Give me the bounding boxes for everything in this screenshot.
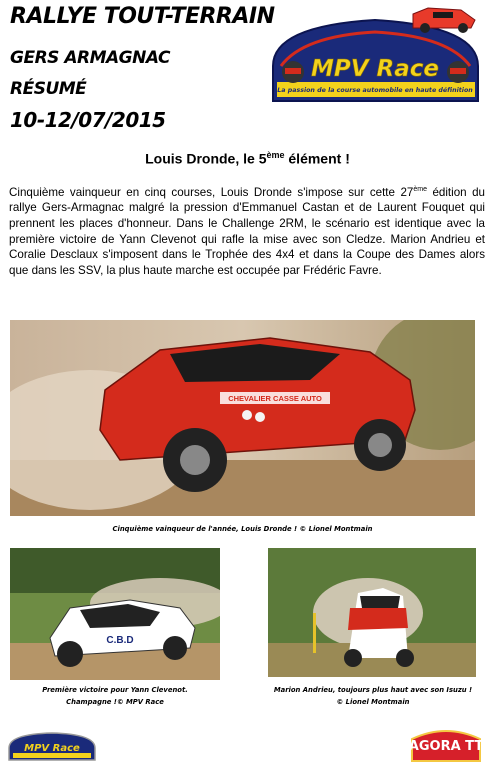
right-photo	[268, 548, 476, 677]
main-car-sticker: CHEVALIER CASSE AUTO	[228, 394, 322, 403]
left-caption-line-2: Champagne !© MPV Race	[66, 698, 164, 706]
main-photo	[10, 320, 475, 516]
title-resume: RÉSUMÉ	[10, 79, 87, 99]
small-logo-text: MPV Race	[24, 743, 80, 754]
article-headline: Louis Dronde, le 5ème élément !	[145, 150, 350, 167]
article-body: Cinquième vainqueur en cinq courses, Louis Dronde s'impose sur cette 27ème édition du rallye Gers-Armagnac malgré la pression d'Emmanuel Castan et de Laurent Fouquet qui prennent les places d'honneur. Dans le Challenge 2RM, le scénario est identique avec la première victoire de Yann Clevenot qui rafle la mise avec son Cledze. Marion Andrieu et Coralie Desclaux s'imposent dans le Trophée des 4x4 et dans la Coupe des Dames alors que dans les SSV, la plus haute marche est occupée par Frédéric Favre.	[9, 185, 485, 277]
logo-tagline: La passion de la course automobile en haute définition	[277, 87, 473, 94]
title-rallye: RALLYE TOUT-TERRAIN	[10, 4, 275, 29]
logo-helmet-left-icon	[282, 61, 304, 83]
main-photo-caption: Cinquième vainqueur de l'année, Louis Dronde ! © Lionel Montmain	[112, 525, 373, 533]
main-car-wheel-rear	[354, 419, 406, 471]
title-dates: 10-12/07/2015	[10, 108, 166, 132]
title-event: GERS ARMAGNAC	[10, 48, 170, 68]
agora-tt-logo	[408, 727, 484, 763]
right-photo-caption	[262, 684, 484, 708]
mpv-race-logo	[263, 6, 488, 106]
right-caption-line-2: © Lionel Montmain	[336, 698, 410, 706]
agora-tt-text: AGORA TT	[408, 739, 484, 754]
left-car-text: C.B.D	[106, 635, 134, 646]
logo-brand: MPV Race	[310, 56, 440, 82]
logo-helmet-right-icon	[447, 61, 469, 83]
mpv-race-small-logo	[7, 730, 97, 762]
left-photo	[10, 548, 220, 680]
main-car-wheel-front	[163, 428, 227, 492]
right-caption-line-1: Marion Andrieu, toujours plus haut avec son Isuzu !	[273, 686, 473, 694]
logo-car-icon	[413, 8, 475, 33]
left-photo-caption	[10, 684, 220, 708]
left-caption-line-1: Première victoire pour Yann Clevenot.	[42, 686, 188, 694]
